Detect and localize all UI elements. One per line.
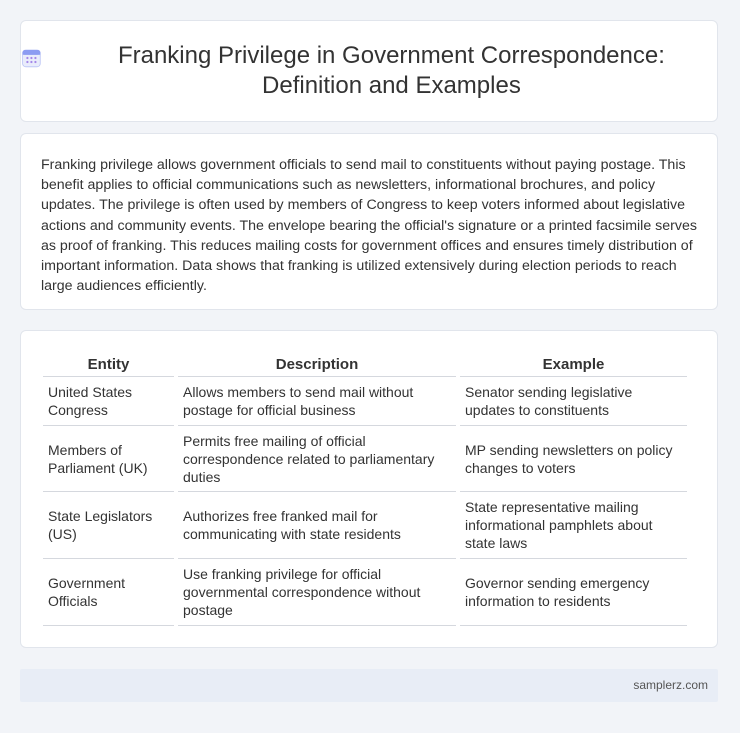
table-row xyxy=(43,377,687,426)
intro-card xyxy=(20,133,718,310)
cell-entity: Members of Parliament (UK) xyxy=(43,426,174,492)
table-card xyxy=(20,330,718,648)
table-row xyxy=(43,559,687,626)
cell-description: Permits free mailing of official correspondence related to parliamentary duties xyxy=(178,426,456,492)
cell-example: State representative mailing informational pamphlets about state laws xyxy=(460,492,687,559)
page-title: Franking Privilege in Government Correspondence: Definition and Examples xyxy=(117,42,665,99)
table-header-row xyxy=(43,349,687,377)
cell-entity: United States Congress xyxy=(43,377,174,426)
footer-site-link[interactable]: samplerz.com xyxy=(633,678,708,692)
table-row xyxy=(43,492,687,559)
cell-description: Allows members to send mail without postage for official business xyxy=(178,377,456,426)
column-header-example: Example xyxy=(460,349,687,377)
intro-paragraph: Franking privilege allows government officials to send mail to constituents without paying postage. This benefit applies to official communications such as newsletters, informational brochures, and policy updates. The privilege is often used by members of Congress to keep voters informed about legislative actions and community events. The envelope bearing the official's signature or a printed facsimile serves as proof of franking. This reduces mailing costs for government offices and ensures timely distribution of important information. Data shows that franking is utilized extensively during election periods to reach large audiences efficiently. xyxy=(41,157,697,295)
footer xyxy=(20,669,718,702)
entity-table xyxy=(39,349,691,626)
table-row xyxy=(43,426,687,492)
cell-description: Authorizes free franked mail for communicating with state residents xyxy=(178,492,456,559)
cell-example: Governor sending emergency information to residents xyxy=(460,559,687,626)
cell-example: Senator sending legislative updates to constituents xyxy=(460,377,687,426)
column-header-description: Description xyxy=(178,349,456,377)
cell-example: MP sending newsletters on policy changes to voters xyxy=(460,426,687,492)
column-header-entity: Entity xyxy=(43,349,174,377)
cell-entity: Government Officials xyxy=(43,559,174,626)
header-card xyxy=(20,20,718,122)
cell-description: Use franking privilege for official governmental correspondence without postage xyxy=(178,559,456,626)
cell-entity: State Legislators (US) xyxy=(43,492,174,559)
calendar-icon xyxy=(21,45,42,71)
